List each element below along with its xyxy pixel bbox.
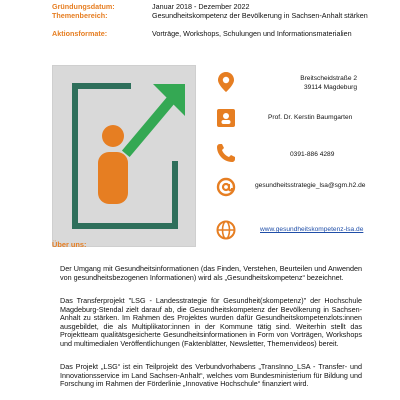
meta-value: Vorträge, Workshops, Schulungen und Informationsmaterialien xyxy=(152,29,352,38)
about-paragraph: Das Projekt „LSG“ ist ein Teilprojekt des Verbundvorhabens „TransInno_LSA - Transfer- und Innovationsservice im Land Sachsen-Anhalt“, welches vom Bundesministerium für Bildung und Forschung im Rahmen der Förderlinie „Innovative Hochschule“ finanziert wird. xyxy=(60,362,362,389)
phone-number: 0391-886 4289 xyxy=(290,151,335,158)
person-arrow-icon xyxy=(53,66,195,246)
about-paragraph: Der Umgang mit Gesundheitsinformationen (das Finden, Verstehen, Beurteilen und Anwenden von gesundheitsbezogenen Informationen) wird als „Gesundheitskompetenz“ bezeichnet. xyxy=(60,264,362,282)
globe-icon xyxy=(214,218,238,242)
address-text xyxy=(252,75,357,92)
about-paragraph: Das Transferprojekt "LSG - Landesstrategie für Gesundheit(skompetenz)" der Hochschule Magdeburg-Stendal zielt darauf ab, die Gesundheitskompetenz der Bevölkerung in Sachsen-Anhalt zu stärken. Im Rahmen des Projektes wurden dafür Gesundheitskompetenzlots:innen ausgebildet, die als Multiplikator:innen in der Kommune tätig sind. Weiterhin stellt das Projektteam qualitätsgesicherte Gesundheitsinformationen in Form von Vorträgen, Workshops und multimedialen Veröffentlichungen (Faktenblätter, Newsletter, Themenvideos) bereit. xyxy=(60,296,362,348)
meta-label: Themenbereich: xyxy=(52,11,108,20)
phone-icon xyxy=(214,141,238,165)
meta-value: Januar 2018 - Dezember 2022 xyxy=(152,2,250,11)
logo-graphic xyxy=(52,65,196,247)
address-line: Breitscheidstraße 2 39114 Magdeburg xyxy=(300,75,357,91)
email-icon xyxy=(214,175,238,199)
email-address: gesundheitsstrategie_lsa@sgm.h2.de xyxy=(255,182,366,189)
location-pin-icon xyxy=(214,70,238,94)
meta-label: Aktionsformate: xyxy=(52,29,108,38)
person-card-icon xyxy=(214,106,238,130)
section-title: Über uns: xyxy=(52,240,87,249)
contact-person: Prof. Dr. Kerstin Baumgarten xyxy=(268,114,353,121)
meta-value: Gesundheitskompetenz der Bevölkerung in Sachsen-Anhalt stärken xyxy=(152,11,368,20)
website-link[interactable]: www.gesundheitskompetenz-lsa.de xyxy=(260,226,364,233)
meta-label: Gründungsdatum: xyxy=(52,2,115,11)
